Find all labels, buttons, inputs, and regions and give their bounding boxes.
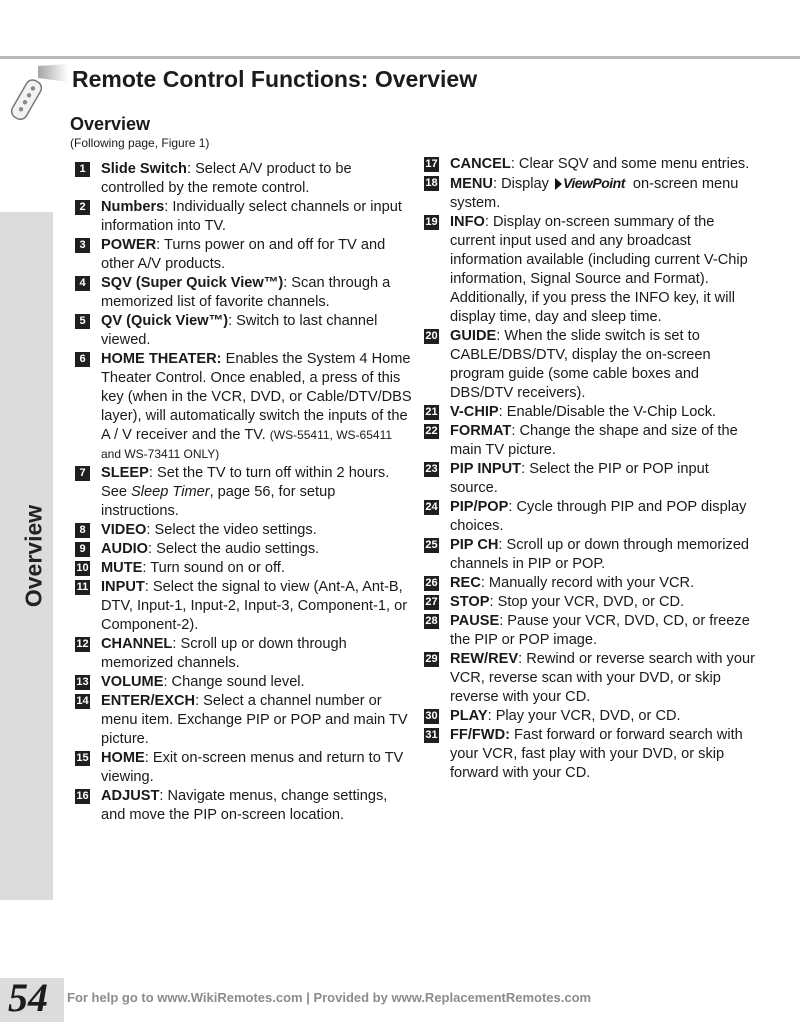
item-desc-continued: , page 56, for setup instructions. <box>101 484 336 519</box>
page-title: Remote Control Functions: Overview <box>72 66 478 92</box>
item-desc: : Select A/V product to be controlled by the remote control. <box>101 161 352 196</box>
item-desc-continued: on-screen menu system. <box>450 176 739 211</box>
item-term: Slide Switch <box>101 161 187 177</box>
item-desc: Fast forward or forward search with your VCR, fast play with your DVD, or skip forward with your CD. <box>450 727 743 781</box>
item-number-badge: 12 <box>76 638 89 650</box>
item-term: PIP CH <box>450 537 499 553</box>
item-number-badge: 26 <box>425 577 438 589</box>
item-desc: : Select the audio settings. <box>148 541 320 557</box>
item-term: ENTER/EXCH <box>101 693 196 709</box>
play-arrow-icon <box>555 178 562 190</box>
item-term: FORMAT <box>450 423 512 439</box>
item-number-badge: 4 <box>75 276 90 291</box>
item-term: HOME <box>101 750 145 766</box>
item-desc: : Exit on-screen menus and return to TV viewing. <box>101 750 404 785</box>
item-number-badge: 5 <box>75 314 90 329</box>
list-item <box>75 464 415 521</box>
list-item <box>424 498 760 536</box>
item-number-badge: 15 <box>76 752 89 764</box>
list-item <box>75 578 415 635</box>
item-number-badge: 8 <box>75 523 90 538</box>
item-term: PIP INPUT <box>450 461 522 477</box>
item-desc: : Change sound level. <box>163 674 305 690</box>
item-term: Numbers <box>101 199 165 215</box>
item-number-badge: 17 <box>425 158 438 170</box>
item-number-badge: 10 <box>76 562 89 574</box>
item-desc: : Navigate menus, change settings, and move the PIP on-screen location. <box>101 788 388 823</box>
list-item <box>75 540 415 559</box>
item-term: PLAY <box>450 708 488 724</box>
item-term: SQV (Super Quick View™) <box>101 275 284 291</box>
list-item <box>75 350 415 464</box>
list-item <box>424 650 760 707</box>
item-desc: : When the slide switch is set to CABLE/DBS/DTV, display the on-screen program guide (some cable boxes and DBS/DTV receivers). <box>450 328 711 401</box>
item-desc: : Scan through a memorized list of favorite channels. <box>101 275 391 310</box>
list-item <box>424 213 760 327</box>
item-desc: : Individually select channels or input information into TV. <box>101 199 402 234</box>
item-term: V-CHIP <box>450 404 499 420</box>
item-note: (WS-55411, WS-65411 and WS-73411 ONLY) <box>101 428 393 461</box>
item-desc: : Select a channel number or menu item. Exchange PIP or POP and main TV picture. <box>101 693 408 747</box>
remote-control-icon <box>2 62 72 142</box>
item-term: STOP <box>450 594 490 610</box>
side-tab-label: Overview <box>20 504 47 608</box>
item-term: POWER <box>101 237 157 253</box>
item-term: ADJUST <box>101 788 160 804</box>
list-item <box>75 160 415 198</box>
section-title: Overview <box>70 114 151 134</box>
list-item <box>75 198 415 236</box>
item-desc: : Set the TV to turn off within 2 hours. See <box>101 465 390 500</box>
item-term: PAUSE <box>450 613 500 629</box>
list-item <box>75 787 415 825</box>
list-item <box>424 174 760 213</box>
item-term: AUDIO <box>101 541 149 557</box>
list-item <box>424 574 760 593</box>
item-term: HOME THEATER: <box>101 351 222 367</box>
list-item <box>75 521 415 540</box>
item-term: VOLUME <box>101 674 164 690</box>
list-item <box>75 559 415 578</box>
item-number-badge: 22 <box>425 425 438 437</box>
item-number-badge: 21 <box>425 406 438 418</box>
item-desc: : Scroll up or down through memorized channels in PIP or POP. <box>450 537 750 572</box>
item-term: MENU <box>450 176 493 192</box>
item-term: VIDEO <box>101 522 147 538</box>
item-number-badge: 19 <box>425 216 438 228</box>
list-item <box>75 749 415 787</box>
section-subtitle: (Following page, Figure 1) <box>70 136 210 150</box>
item-number-badge: 16 <box>76 790 89 802</box>
item-term: INFO <box>450 214 485 230</box>
item-term: CANCEL <box>450 156 511 172</box>
list-item <box>424 460 760 498</box>
item-number-badge: 6 <box>75 352 90 367</box>
viewpoint-logo <box>555 174 625 193</box>
item-number-badge: 2 <box>75 200 90 215</box>
item-desc: : Select the signal to view (Ant-A, Ant-B, DTV, Input-1, Input-2, Input-3, Component-1, or Component-2). <box>101 579 408 633</box>
item-desc: : Rewind or reverse search with your VCR, reverse scan with your DVD, or skip reverse with your CD. <box>450 651 755 705</box>
item-desc: : Enable/Disable the V-Chip Lock. <box>498 404 717 420</box>
item-desc: : Change the shape and size of the main TV picture. <box>450 423 738 458</box>
list-item <box>75 673 415 692</box>
list-item <box>424 536 760 574</box>
item-desc: : Stop your VCR, DVD, or CD. <box>489 594 685 610</box>
item-term: REW/REV <box>450 651 519 667</box>
list-item <box>75 692 415 749</box>
item-desc: : Pause your VCR, DVD, CD, or freeze the PIP or POP image. <box>450 613 750 648</box>
item-desc: : Select the video settings. <box>146 522 317 538</box>
list-item <box>75 635 415 673</box>
list-item <box>424 707 760 726</box>
item-term: INPUT <box>101 579 145 595</box>
item-number-badge: 30 <box>425 710 438 722</box>
list-item <box>424 422 760 460</box>
item-number-badge: 11 <box>76 581 89 593</box>
item-desc: : Clear SQV and some menu entries. <box>510 156 750 172</box>
item-term: GUIDE <box>450 328 497 344</box>
item-desc: : Scroll up or down through memorized channels. <box>101 636 347 671</box>
list-item <box>424 403 760 422</box>
item-number-badge: 3 <box>75 238 90 253</box>
right-column <box>424 155 760 783</box>
item-number-badge: 25 <box>425 539 438 551</box>
item-term: SLEEP <box>101 465 149 481</box>
item-desc: : Turns power on and off for TV and other A/V products. <box>101 237 386 272</box>
item-term: QV (Quick View™) <box>101 313 229 329</box>
item-term: REC <box>450 575 481 591</box>
list-item <box>424 593 760 612</box>
list-item <box>424 612 760 650</box>
item-number-badge: 7 <box>75 466 90 481</box>
item-reference: Sleep Timer <box>131 484 210 500</box>
footer-text: For help go to www.WikiRemotes.com | Provided by www.ReplacementRemotes.com <box>67 990 592 1005</box>
item-number-badge: 27 <box>425 596 438 608</box>
item-desc: : Display on-screen summary of the current input used and any broadcast information available (including current V-Chip information, Signal Source and Format). Additionally, if you press the INFO key, it will display time, day and sleep time. <box>450 214 748 325</box>
item-number-badge: 1 <box>75 162 90 177</box>
item-desc: Enables the System 4 Home Theater Control. Once enabled, a press of this key (when in the VCR, DVD, or Cable/DTV/DBS layer), will automatically switch the inputs of the A / V receiver and the TV. <box>101 351 412 443</box>
left-column <box>75 160 415 825</box>
item-number-badge: 23 <box>425 463 438 475</box>
item-number-badge: 31 <box>425 729 438 741</box>
item-term: MUTE <box>101 560 143 576</box>
item-number-badge: 28 <box>425 615 438 627</box>
viewpoint-logo-text: ViewPoint <box>563 175 625 191</box>
item-desc: : Cycle through PIP and POP display choices. <box>450 499 747 534</box>
item-number-badge: 14 <box>76 695 89 707</box>
item-desc: : Display <box>492 176 553 192</box>
list-item <box>75 236 415 274</box>
item-desc: : Turn sound on or off. <box>142 560 285 576</box>
item-desc: : Switch to last channel viewed. <box>101 313 378 348</box>
item-desc: : Manually record with your VCR. <box>480 575 695 591</box>
list-item <box>75 312 415 350</box>
list-item <box>424 327 760 403</box>
item-number-badge: 20 <box>425 330 438 342</box>
item-desc: : Play your VCR, DVD, or CD. <box>487 708 681 724</box>
item-number-badge: 18 <box>425 177 438 189</box>
page-number: 54 <box>8 975 48 1020</box>
item-number-badge: 24 <box>425 501 438 513</box>
item-desc: : Select the PIP or POP input source. <box>450 461 709 496</box>
list-item <box>75 274 415 312</box>
item-term: PIP/POP <box>450 499 509 515</box>
item-term: CHANNEL <box>101 636 173 652</box>
item-number-badge: 29 <box>425 653 438 665</box>
header-rule <box>0 56 800 59</box>
item-term: FF/FWD: <box>450 727 510 743</box>
list-item <box>424 155 760 174</box>
item-number-badge: 13 <box>76 676 89 688</box>
list-item <box>424 726 760 783</box>
item-number-badge: 9 <box>75 542 90 557</box>
